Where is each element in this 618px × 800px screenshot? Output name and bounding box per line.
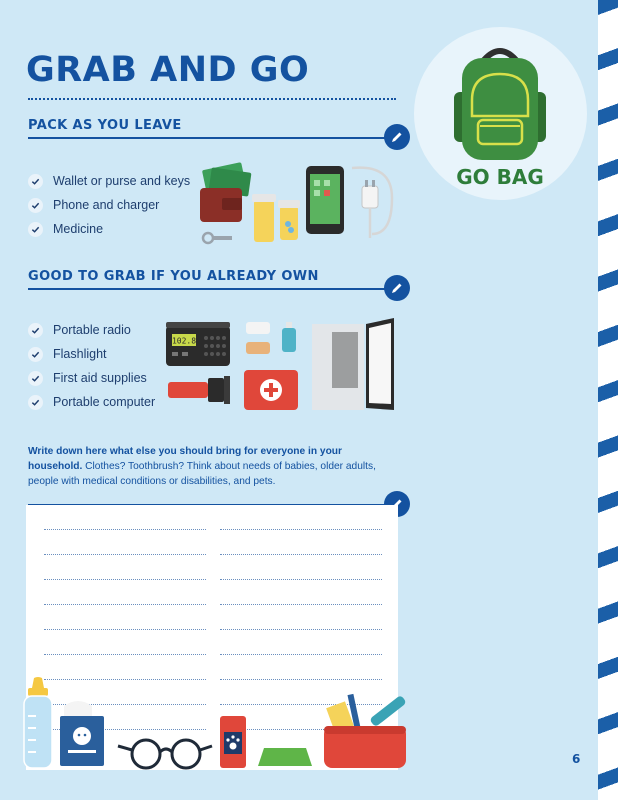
grab-list [28, 318, 155, 414]
list-item [28, 193, 190, 217]
section-heading-grab: GOOD TO GRAB IF YOU ALREADY OWN [28, 269, 319, 284]
check-icon [28, 395, 43, 410]
toiletry-bag-icon [324, 694, 407, 768]
first-aid-icon [244, 322, 298, 410]
phone-icon [306, 166, 344, 234]
write-line[interactable] [44, 579, 206, 580]
pet-bowl-icon [258, 748, 312, 766]
flashlight-icon [168, 376, 230, 404]
list-item [28, 217, 190, 241]
check-icon [28, 371, 43, 386]
notes-prompt-rest: Clothes? Toothbrush? Think about needs of babies, older adults, people with medical conditions or disabilities, and pets. [28, 461, 376, 487]
radio-display: 102.8 [171, 336, 197, 346]
keys-icon [203, 233, 232, 243]
write-line[interactable] [44, 529, 206, 530]
bottom-illustration [18, 676, 418, 772]
list-item-label: Medicine [53, 222, 104, 236]
section-rule [28, 288, 388, 290]
write-line[interactable] [220, 654, 382, 655]
section-heading-pack: PACK AS YOU LEAVE [28, 118, 182, 133]
pencil-icon [390, 281, 404, 295]
write-line[interactable] [220, 554, 382, 555]
write-line[interactable] [220, 604, 382, 605]
baby-bottle-icon [24, 677, 52, 768]
list-item [28, 390, 155, 414]
glasses-icon [118, 740, 212, 768]
list-item-label: Phone and charger [53, 198, 160, 212]
page-title: GRAB AND GO [26, 50, 310, 90]
list-item [28, 366, 155, 390]
write-line[interactable] [44, 654, 206, 655]
write-line[interactable] [220, 579, 382, 580]
write-line[interactable] [44, 629, 206, 630]
list-item-label: First aid supplies [53, 371, 147, 385]
list-item-label: Flashlight [53, 347, 107, 361]
medicine-icon [252, 194, 300, 242]
write-line[interactable] [44, 554, 206, 555]
section-rule [28, 137, 388, 139]
write-line[interactable] [44, 604, 206, 605]
list-item-label: Wallet or purse and keys [53, 174, 191, 188]
check-icon [28, 174, 43, 189]
striped-border [598, 0, 618, 800]
list-item-label: Portable computer [53, 395, 156, 409]
list-item [28, 169, 190, 193]
list-item [28, 342, 155, 366]
pack-list [28, 169, 190, 241]
pencil-icon [390, 130, 404, 144]
wallet-icon [200, 188, 242, 222]
write-line[interactable] [220, 529, 382, 530]
notes-prompt [28, 444, 398, 489]
check-icon [28, 323, 43, 338]
grab-illustration [162, 316, 398, 416]
charger-icon [352, 168, 392, 238]
laptop-icon [312, 318, 394, 410]
pet-food-can-icon [220, 716, 246, 768]
radio-icon [166, 322, 230, 366]
notes-prompt-bold: Write down here what else you should bring for everyone in your household. [28, 446, 342, 472]
baby-food-icon [60, 701, 104, 766]
check-icon [28, 347, 43, 362]
go-bag-label: GO BAG [456, 165, 544, 189]
check-icon [28, 222, 43, 237]
edit-button[interactable] [384, 124, 410, 150]
write-line[interactable] [220, 629, 382, 630]
list-item [28, 318, 155, 342]
edit-button[interactable] [384, 275, 410, 301]
page-number: 6 [572, 752, 581, 766]
check-icon [28, 198, 43, 213]
pack-illustration [196, 158, 396, 250]
list-item-label: Portable radio [53, 323, 131, 337]
backpack-icon [452, 40, 548, 165]
title-divider [28, 98, 396, 100]
